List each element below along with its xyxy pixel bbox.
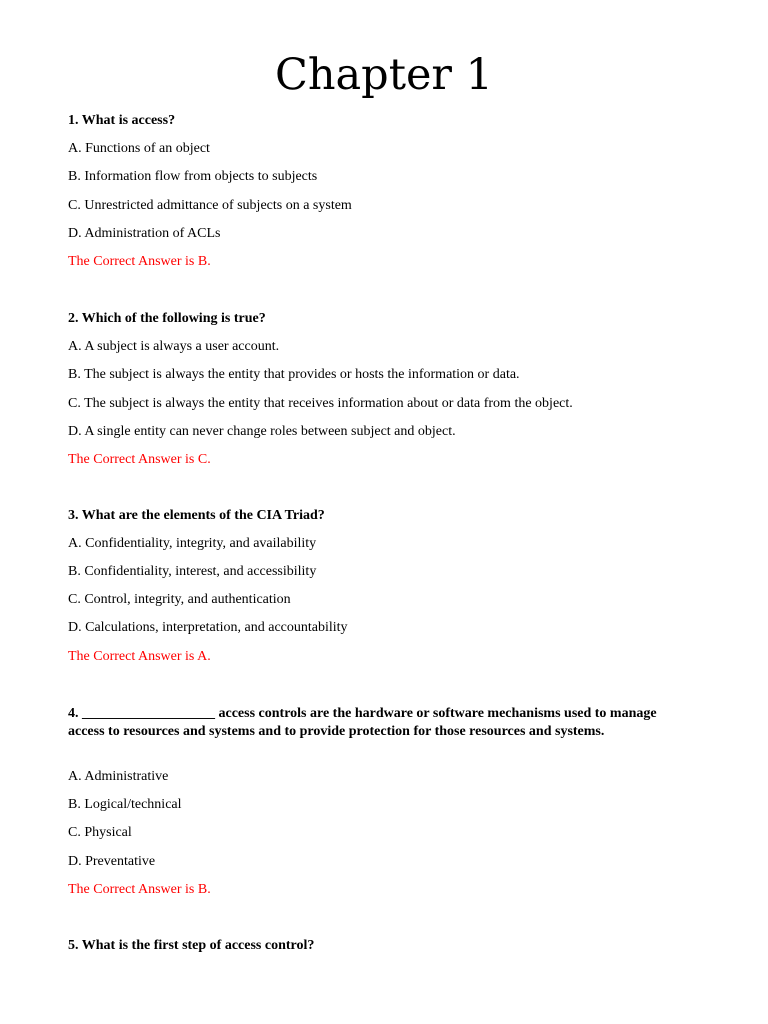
option-d: D. Administration of ACLs [68,226,221,241]
option-a: A. A subject is always a user account. [68,339,280,354]
option-b: B. The subject is always the entity that provides or hosts the information or data. [68,367,520,382]
correct-answer: The Correct Answer is A. [68,649,211,664]
question-text: 4. ___________________ access controls are the hardware or software mechanisms used to manage access to resources and systems and to provide protection for those resources and systems. [68,706,657,739]
option-b: B. Information flow from objects to subjects [68,169,318,184]
question-block [68,705,658,897]
option-a: A. Confidentiality, integrity, and availability [68,536,317,551]
option-c: C. The subject is always the entity that receives information about or data from the object. [68,396,573,411]
correct-answer: The Correct Answer is B. [68,254,211,269]
correct-answer: The Correct Answer is B. [68,882,211,897]
correct-answer: The Correct Answer is C. [68,452,211,467]
question-text: 2. Which of the following is true? [68,311,266,326]
question-block [68,310,658,467]
question-text: 1. What is access? [68,113,176,128]
option-d: D. Preventative [68,854,156,869]
question-text: 5. What is the first step of access control? [68,938,315,953]
option-a: A. Administrative [68,769,169,784]
option-a: A. Functions of an object [68,141,210,156]
option-c: C. Unrestricted admittance of subjects on a system [68,198,352,213]
option-d: D. Calculations, interpretation, and accountability [68,620,348,635]
option-c: C. Physical [68,825,132,840]
option-d: D. A single entity can never change roles between subject and object. [68,424,456,439]
chapter-title: Chapter 1 [274,50,494,100]
option-b: B. Logical/technical [68,797,182,812]
option-b: B. Confidentiality, interest, and accessibility [68,564,317,579]
question-block [68,937,658,955]
question-text: 3. What are the elements of the CIA Triad? [68,508,325,523]
option-c: C. Control, integrity, and authentication [68,592,291,607]
question-block [68,112,658,269]
question-block [68,507,658,664]
